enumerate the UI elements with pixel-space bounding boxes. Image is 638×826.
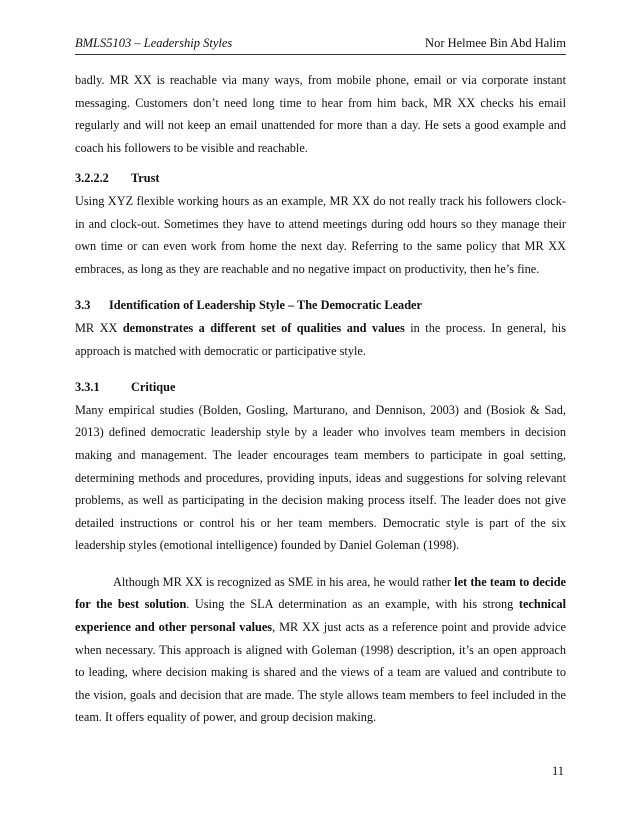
bold-text-run: let the team to decide for the best solution — [75, 574, 566, 612]
heading-democratic-leader — [75, 294, 566, 317]
paragraph-trust: Using XYZ flexible working hours as an example, MR XX do not really track his followers clock-in and clock-out. Sometimes they have to attend meetings during odd hours so they manage their own time or can even work from home the next day. Referring to the same policy that MR XX embraces, as long as they are reachable and no negative impact on productivity, then he’s fine. — [75, 193, 566, 276]
paragraph-team-decision — [75, 571, 566, 729]
page-content — [75, 69, 566, 729]
paragraph-democratic — [75, 317, 566, 362]
page-number: 11 — [551, 764, 564, 778]
page-header — [75, 34, 566, 55]
header-course-title: BMLS5103 – Leadership Styles — [75, 36, 233, 50]
text-run: Although MR XX is recognized as SME in his area, he would rather — [113, 574, 455, 589]
heading-trust-number: 3.2.2.2 — [75, 171, 109, 186]
heading-democratic-title: Identification of Leadership Style – The Democratic Leader — [109, 298, 422, 313]
heading-critique-title: Critique — [131, 380, 176, 395]
heading-trust-title: Trust — [131, 171, 160, 186]
heading-critique-number: 3.3.1 — [75, 380, 100, 395]
bold-text-run: technical experience and other personal values — [75, 597, 566, 635]
header-author: Nor Helmee Bin Abd Halim — [425, 36, 566, 50]
heading-trust — [75, 167, 566, 190]
paragraph-critique: Many empirical studies (Bolden, Gosling, Marturano, and Dennison, 2003) and (Bosiok & Sad, 2013) defined democratic leadership style by a leader who involves team members in decision making and management. The leader encourages team members to participate in goal setting, determining methods and procedures, providing inputs, ideas and suggestions for solving relevant problems, as well as participating in the decision making process itself. The leader does not give detailed instructions or control his or her team members. Democratic style is part of the six leadership styles (emotional intelligence) founded by Daniel Goleman (1998). — [75, 402, 566, 553]
text-run: . Using the SLA determination as an example, with his strong — [186, 597, 519, 612]
text-run: in the process. In general, his approach is matched with democratic or participative style. — [75, 320, 567, 358]
text-run: MR XX — [75, 320, 123, 335]
bold-text-run: demonstrates a different set of qualities and values — [122, 320, 405, 335]
text-run: , MR XX just acts as a reference point and provide advice when necessary. This approach is aligned with Goleman (1998) description, it’s an open approach to leading, where decision making is shared and the views of a team are valued and contribute to the vision, goals and decision that are made. The style allows team members to feel included in the team. It offers equality of power, and group decision making. — [75, 620, 567, 725]
paragraph-reachability: badly. MR XX is reachable via many ways, from mobile phone, email or via corporate instant messaging. Customers don’t need long time to hear from him back, MR XX checks his email regularly and will not keep an email unattended for more than a day. He sets a good example and coach his followers to be visible and reachable. — [75, 73, 566, 155]
heading-critique — [75, 376, 566, 399]
heading-democratic-number: 3.3 — [75, 298, 91, 313]
